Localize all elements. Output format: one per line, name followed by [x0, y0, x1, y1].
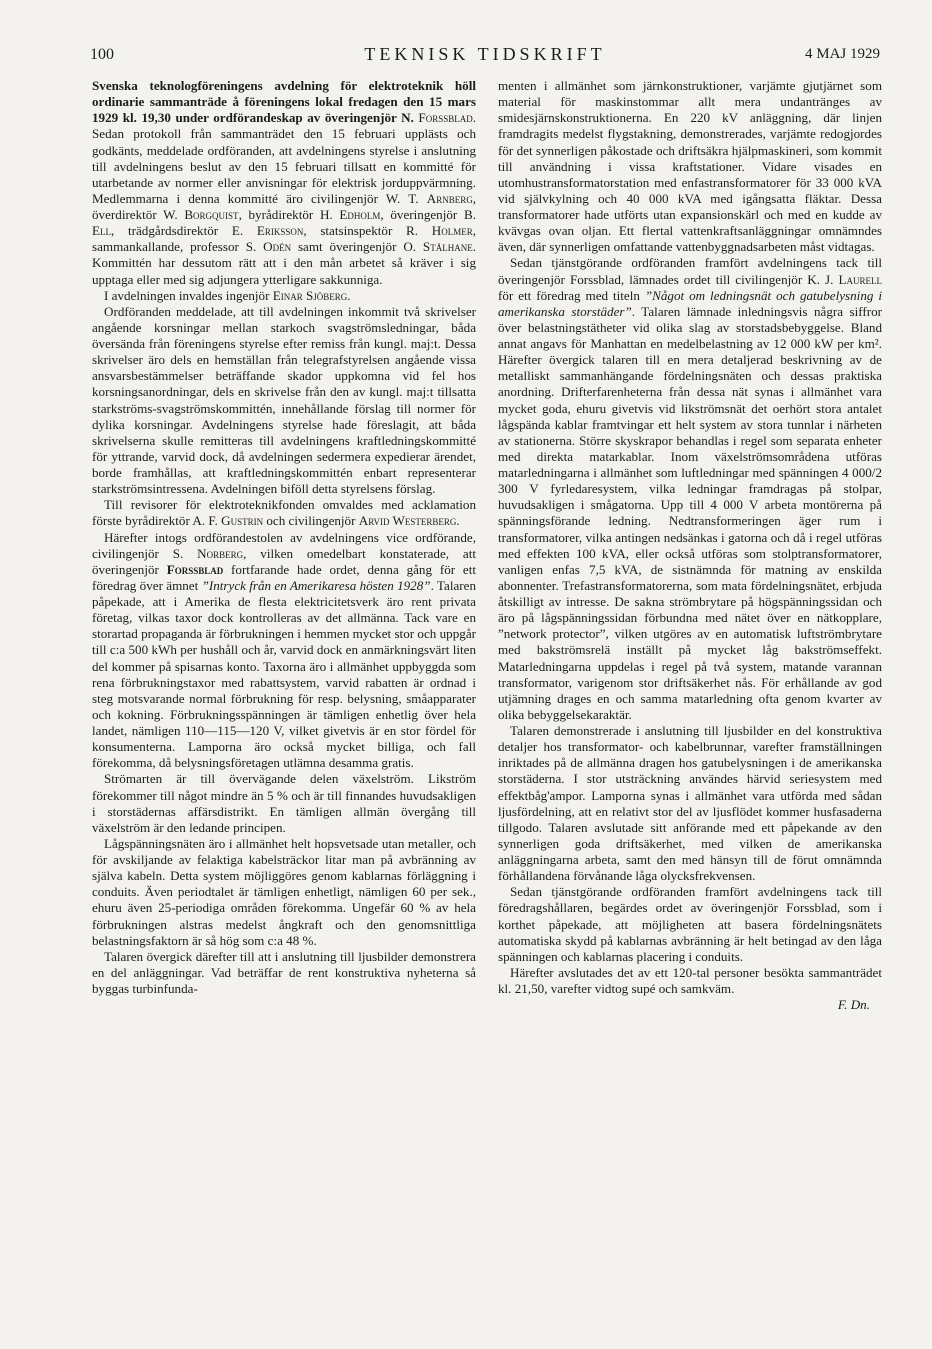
paragraph-foundations: menten i allmänhet som järnkonstruktioner, varjämte gjutjärnet som material för maskinstommar allt mera undantränges av smidesjärnskonstruktionerna. En 220 kV anläggning, där linjen framdragits medelst flygstakning, demonstrerades, varjämte redogjordes för det synnerligen påkostade och driftsäkra hjälpmaskineri, som kommit till användning i vissa kraftstationer. Vidare visades en utomhustransformatorstation med enfastransformatorer för 33 000 kVA vid självkylning och 40 000 kVA med igångsatta fläktar. Dessa transformatorer hade utförts utan expansionskärl och med en kudde av kvävgas ovan oljan. Ett flertal vattenkraftsanläggningar omnämndes även, där synnerligen omfattande vattenbyggnadsarbeten måst vidtagas. [498, 78, 882, 255]
page-header [90, 44, 880, 70]
signature: F. Dn. [837, 997, 870, 1013]
paragraph-lecture-america: Härefter intogs ordförandestolen av avdelningens vice ordförande, civilingenjör S. Norberg, vilken omedelbart konstaterade, att överingenjör Forssblad fortfarande hade ordet, denna gång för ett föredrag över ämnet ”Intryck från en Amerikaresa hösten 1928”. Talaren påpekade, att i Amerika de flesta elektricitetsverk äro rent privata företag, vilkas taxor dock kontrolleras av det allmänna. Tack vare en storartad propaganda är förbrukningen i hemmen mycket stor och uppgår till c:a 500 kWh per hushåll och år, varvid dock en anmärkningsvärt liten del kommer på spisarnas konto. Taxorna äro i allmänhet uppbyggda som rena förbrukningstaxor med rabattsystem, varvid rabatten är ordnad i steg motsvarande normal förbrukning för resp. belysning, småapparater och kokning. Förbrukningsspänningen är tämligen enhetlig över hela landet, nämligen 110—115—120 V, vilket givetvis är en stor fördel för konsumenterna. Lamporna äro också mycket billiga, och fall förekomma, då belysningsföretagen utlämna desamma gratis. [92, 529, 476, 771]
paragraph-lecture-street-lighting: Sedan tjänstgörande ordföranden framfört avdelningens tack till överingenjör Forssblad, lämnades ordet till civilingenjör K. J. Laurell för ett föredrag med titeln ”Något om ledningsnät och gatubelysning i amerikanska storstäder”. Talaren lämnade inledningsvis några siffror över belastningstätheter vid olika slag av storstadsbebyggelse. Bland annat angavs för Manhattan en medelbelastning av 12 000 kW per km². Härefter övergick talaren till en mera detaljerad beskrivning av de metalliskt sammanhängande fördelningsnäten och dessas praktiska anordning. Drifterfarenheterna från dessa nät synas i allmänhet vara mycket goda, ehuru givetvis vid likströmsnät det oerhört stora antalet lågspända kablar framtvingar ett helt system av stora tunnlar i närheten av stationerna. Större skyskrapor behandlas i regel som separata enheter med direkta matarkablar. Inom växelströmsområdena utföras matarledningarna i allmänhet som luftledningar med spänningen 4 000/2 300 V fyrledaresystem, vilka ledningar framdragas på stolpar, huvudsakligen i smågatorna. Upp till 4 000 V arbeta montörerna på spänningsförande ledning. Nedtransformeringen äger rum i transformatorer, vilka antingen nedsänkas i gatorna och då i regel utföras med effekten 100 kVA, eller också utföras som stolptransformatorer, vanligen enfas 7,5 kVA, de sistnämnda för matning av enskilda abonnenter. Trefastransformatorerna, som mata fördelningsnätet, erbjuda åtskilligt av intresse. De sakna strömbrytare på högspänningssidan och äro på lågspänningssidan förbundna med nätet över en nätkopplare, ”network protector”, vilken utgöres av en automatisk luftströmbrytare med bakströmsrelä inställt på mycket låg bakströmseffekt. Matarledningarna uppdelas i regel på två system, matande varannan transformator, varigenom stor driftsäkerhet nås. För erhållande av god utjämning drages en och samma matarledning ofta genom kvarter av olika bebyggelsekaraktär. [498, 255, 883, 722]
issue-date: 4 MAJ 1929 [804, 46, 880, 62]
paragraph-closing: Härefter avslutades det av ett 120-tal personer besökta sammanträdet kl. 21,50, varefter vidtog supé och samkväm. [498, 964, 882, 996]
paragraph-correspondence: Ordföranden meddelade, att till avdelningen inkommit två skrivelser angående korsningar mellan starkoch svagströmsledningar, båda översända från föreningens styrelse efter remiss från kungl. maj:t. Dessa skrivelser äro dels en hemställan från telegrafstyrelsen angående vissa ansvarsbestämmelser beträffande skador uppkomna vid fel hos korsningsanordningar, dels en skrivelse från den av kungl. maj:t tillsatta starkströms-svagströmskommittén, innehållande förslag till normer för dylika korsningar. Avdelningens styrelse hade föreslagit, att båda skrivelserna skulle remitteras till avdelningens kraftledningskommitté för yttrande, varvid dock, då avdelningen sedermera expedierar ärendet, borde framhållas, att kraftledningskommittén enbart representerar starkströmsintressena. Avdelningen biföll detta styrelsens förslag. [92, 303, 476, 497]
paragraph-new-member: I avdelningen invaldes ingenjör Einar Sjöberg. [104, 287, 351, 303]
paragraph-lighting-details: Talaren demonstrerade i anslutning till ljusbilder en del konstruktiva detaljer hos transformator- och kabelbrunnar, varefter framställningen inriktades på de allmänna dragen hos gatubelysningen i de amerikanska storstäderna. I stor utsträckning användes härvid seriesystem med effektbåg'ampor. Lamporna synas i allmänhet vara utförda med sådan ljusfördelning, att en relativt stor del av ljusflödet kommer husfasaderna tillgodo. Talaren avslutade sitt anförande med ett påpekande av den synnerligen goda driftsäkerhet, med vilken de amerikanska anläggningarna arbeta, samt den med hänsyn till de förut omnämnda förhållandena förvånande låga olycksfrekvensen. [498, 723, 882, 884]
page-number: 100 [90, 46, 114, 63]
right-column [498, 78, 882, 1013]
paragraph-slides: Talaren övergick därefter till att i anslutning till ljusbilder demonstrera en del anläggningar. Vad beträffar de rent konstruktiva nyheterna så byggas turbinfunda- [92, 948, 476, 996]
journal-title: TEKNISK TIDSKRIFT [364, 44, 606, 64]
left-column [92, 78, 476, 997]
paragraph-low-voltage-nets: Lågspänningsnäten äro i allmänhet helt hopsvetsade utan metaller, och för avskiljande av felaktiga kabelsträckor litar man på avbränning av själva kabeln. Detta system möjliggöres genom kablarnas förläggning i conduits. Även periodtalet är tämligen enhetligt, nämligen 60 per sek., ehuru även 25-periodiga områden förekomma. Ungefär 60 % av hela förbrukningen alstras medelst ångkraft och den genomsnittliga belastningsfaktorn är så hög som c:a 48 %. [92, 835, 476, 948]
paragraph-thanks: Sedan tjänstgörande ordföranden framfört avdelningens tack till föredragshållaren, begärdes ordet av överingenjör Forssblad, som i korthet påpekade, att möjligheten att basera fördelningsnätets automatiska skydd på kablarnas avbränning är helt betingad av den låga spänningen och kablarnas placering i conduits. [498, 884, 882, 964]
paragraph-meeting-report: Svenska teknologföreningens avdelning för elektroteknik höll ordinarie sammanträde å föreningens lokal fredagen den 15 mars 1929 kl. 19,30 under ordförandeskap av överingenjör N. Forssblad. Sedan protokoll från sammanträdet den 15 februari upplästs och godkänts, meddelade ordföranden, att avdelningens styrelse i anslutning till avdelningens beslut av den 15 februari tillsatt en kommitté för utarbetande av normer eller anvisningar för elektrisk jorduppvärmning. Medlemmarna i denna kommitté äro civilingenjör W. T. Arnberg, överdirektör W. Borgquist, byrådirektör H. Edholm, överingenjör B. Ell, trädgårdsdirektör E. Eriksson, statsinspektör R. Holmer, sammankallande, professor S. Odén samt överingenjör O. Stålhane. Kommittén har dessutom rätt att i den mån arbetet så kräver i sig upptaga eller med sig adjungera ytterligare sakkunniga. [92, 78, 476, 287]
paragraph-current-type: Strömarten är till övervägande delen växelström. Likström förekommer till något mindre än 5 % och är till finnandes huvudsakligen i storstädernas affärsdistrikt. En tämligen allmän övergång till växelström är den ledande principen. [92, 771, 476, 835]
paragraph-auditors: Till revisorer för elektroteknikfonden omvaldes med acklamation förste byrådirektör A. F. Gustrin och civilingenjör Arvid Westerberg. [92, 497, 476, 529]
